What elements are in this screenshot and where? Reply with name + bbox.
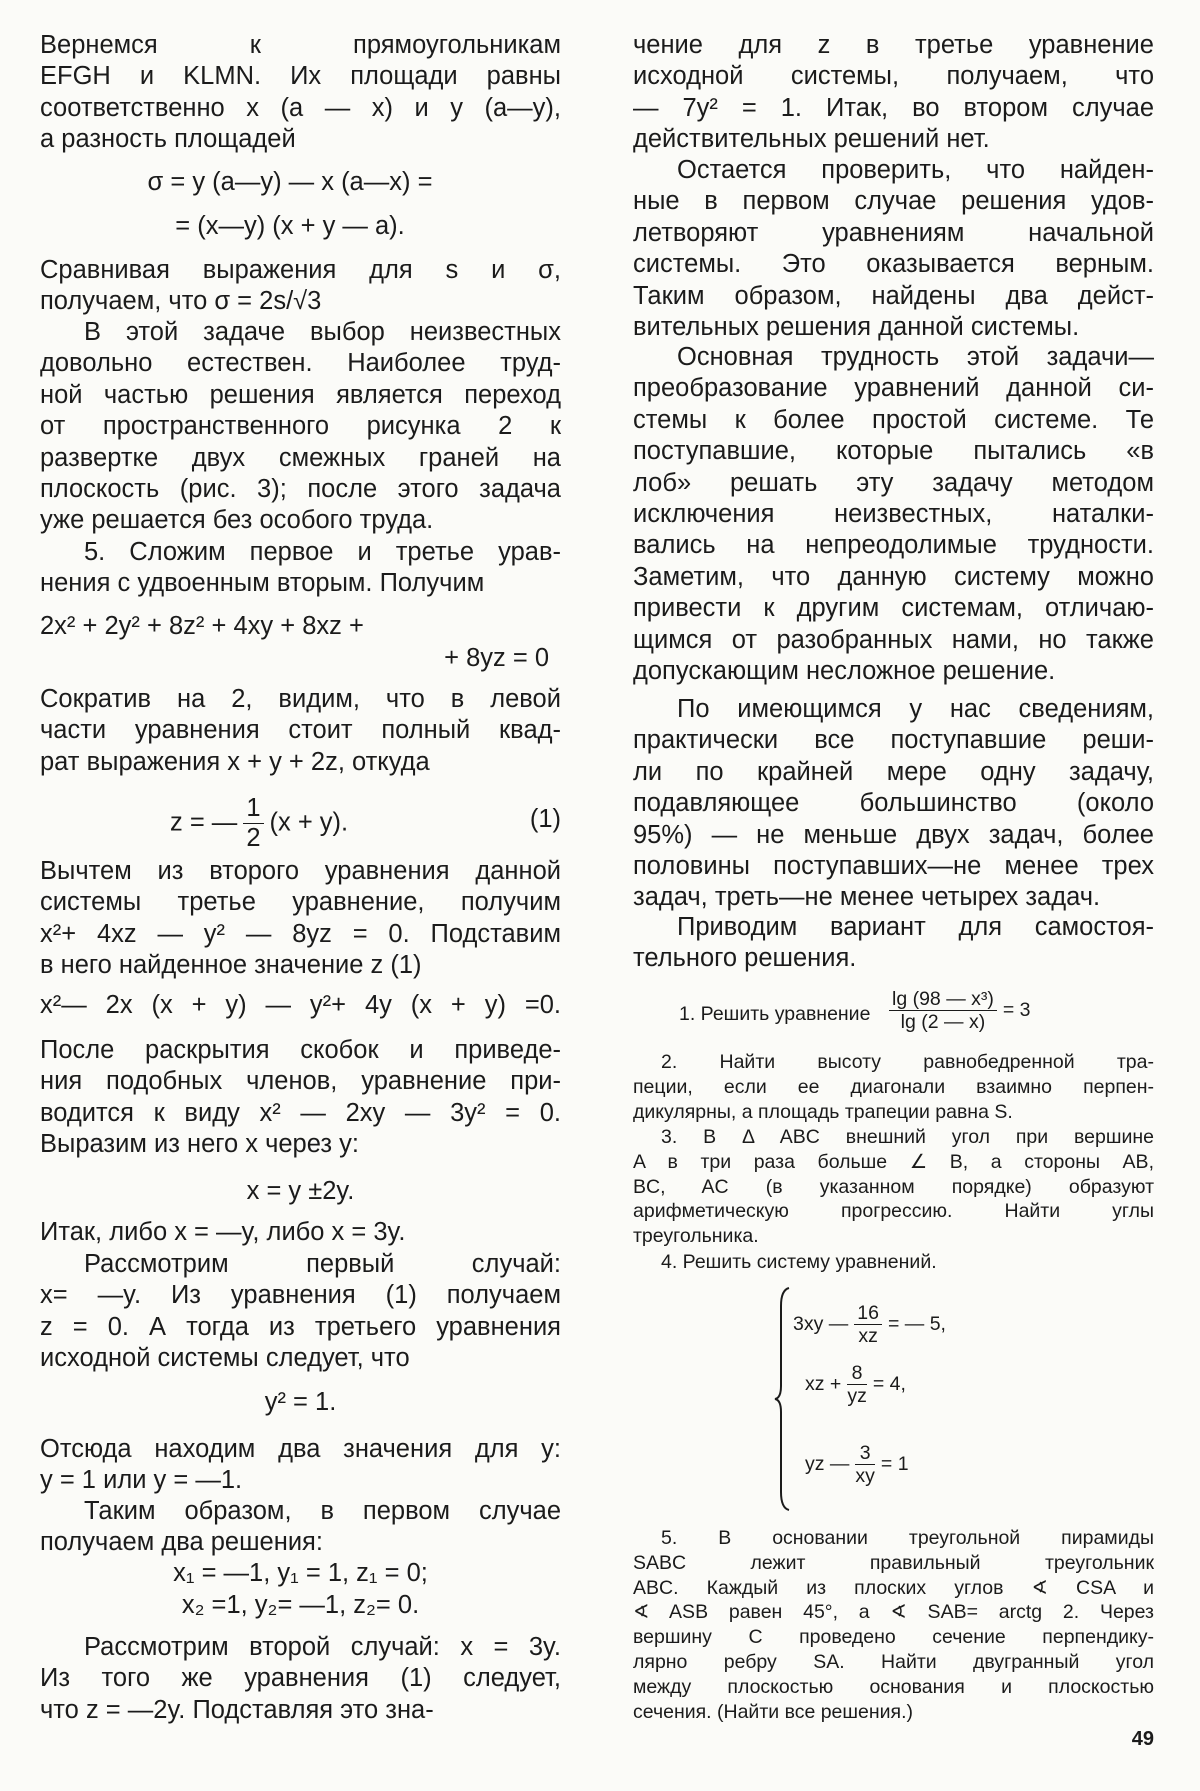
equation-number: (1) bbox=[529, 805, 561, 833]
formula-x bbox=[40, 1169, 561, 1213]
paragraph bbox=[40, 255, 561, 318]
text-line: развертке двух смежных граней на bbox=[40, 443, 561, 472]
equation-lhs: yz — bbox=[805, 1453, 850, 1476]
text-line: практически все поступавшие реши- bbox=[633, 726, 1154, 755]
text-line: 4. Решить систему уравнений. bbox=[661, 1251, 937, 1273]
text-line: половины поступавших—не менее трех bbox=[633, 852, 1154, 881]
text-line: 2. Найти высоту равнобедренной тра- bbox=[661, 1051, 1154, 1073]
text-line: Сократив на 2, видим, что в левой bbox=[40, 685, 561, 713]
system-equation-2 bbox=[805, 1362, 906, 1408]
paragraph bbox=[40, 684, 561, 778]
paragraph bbox=[40, 1434, 561, 1497]
equation-system bbox=[633, 1286, 1154, 1512]
fraction-denominator: yz bbox=[847, 1385, 867, 1408]
text-line: лярно ребру SA. Найти двугранный угол bbox=[633, 1650, 1154, 1673]
text-line: x = y ±2y. bbox=[246, 1177, 355, 1205]
text-line: x²— 2x (x + y) — y²+ 4y (x + y) =0. bbox=[40, 991, 561, 1019]
text-line: что z = —2y. Подставляя это зна- bbox=[40, 1695, 434, 1724]
text-line: Вычтем из второго уравнения данной bbox=[40, 857, 561, 885]
problem-3 bbox=[633, 1125, 1154, 1249]
text-line: Приводим вариант для самостоя- bbox=[677, 913, 1154, 941]
fraction-numerator: lg (98 — x³) bbox=[889, 988, 997, 1011]
text-line: вительных решения данной системы. bbox=[633, 313, 1080, 342]
text-line: исключения неизвестных, наталки- bbox=[633, 500, 1154, 529]
paragraph bbox=[633, 694, 1154, 914]
text-line: чение для z в третье уравнение bbox=[633, 31, 1154, 59]
fraction-denominator: xz bbox=[858, 1325, 878, 1348]
text-line: вершину C проведено сечение перпендику- bbox=[633, 1626, 1154, 1649]
paragraph bbox=[40, 537, 561, 600]
text-line: = (x—y) (x + y — a). bbox=[175, 212, 405, 240]
paragraph bbox=[633, 155, 1154, 343]
text-line: подавляющее большинство (около bbox=[633, 789, 1154, 818]
text-line: исходной системы следует, что bbox=[40, 1344, 410, 1373]
text-line: соответственно x (a — x) и y (a—y), bbox=[40, 93, 561, 122]
text-line: допускающим несложное решение. bbox=[633, 657, 1056, 686]
text-line: лоб» решать эту задачу методом bbox=[633, 468, 1154, 497]
text-line: довольно естествен. Наиболее труд- bbox=[40, 349, 561, 378]
paragraph bbox=[40, 1496, 561, 1559]
text-line: + 8yz = 0 bbox=[444, 644, 549, 672]
text-line: EFGH и KLMN. Их площади равны bbox=[40, 62, 561, 91]
text-line: ные в первом случае решения удов- bbox=[633, 187, 1154, 216]
formula-lhs: z = — bbox=[170, 808, 238, 837]
text-line: Рассмотрим первый случай: bbox=[84, 1250, 561, 1278]
formula-y bbox=[40, 1380, 561, 1424]
text-line: Таким образом, в первом случае bbox=[84, 1497, 561, 1525]
text-line: вались на непреодолимые трудности. bbox=[633, 531, 1154, 560]
text-line: 5. Сложим первое и третье урав- bbox=[84, 538, 561, 566]
formula-rhs: (x + y). bbox=[269, 808, 349, 837]
text-line: Из того же уравнения (1) следует, bbox=[40, 1664, 561, 1693]
equation-lhs: xz + bbox=[805, 1373, 842, 1396]
paragraph bbox=[40, 856, 561, 982]
text-line: Заметим, что данную систему можно bbox=[633, 562, 1154, 591]
text-line: исходной системы, получаем, что bbox=[633, 62, 1154, 91]
text-line: Сравнивая выражения для s и σ, bbox=[40, 256, 561, 284]
paragraph bbox=[40, 1217, 561, 1248]
text-line: преобразование уравнений данной си- bbox=[633, 374, 1154, 403]
text-line: нения с удвоенным вторым. Получим bbox=[40, 569, 485, 598]
problem-2 bbox=[633, 1050, 1154, 1124]
equation-rhs: = 4, bbox=[872, 1373, 906, 1396]
fraction-denominator: lg (2 — x) bbox=[900, 1011, 986, 1034]
paragraph bbox=[40, 30, 561, 156]
paragraph bbox=[40, 317, 561, 537]
paragraph bbox=[633, 30, 1154, 156]
text-line: получаем два решения: bbox=[40, 1528, 323, 1557]
text-line: 5. В основании треугольной пирамиды bbox=[661, 1527, 1154, 1549]
text-line: A в три раза больше ∠ B, а стороны AB, bbox=[633, 1150, 1154, 1173]
text-line: арифметическую прогрессию. Найти углы bbox=[633, 1200, 1154, 1223]
equation-lhs: 3xy — bbox=[793, 1313, 849, 1336]
text-line: Основная трудность этой задачи— bbox=[677, 343, 1154, 371]
text-line: от пространственного рисунка 2 к bbox=[40, 412, 561, 441]
text-line: x²+ 4xz — y² — 8yz = 0. Подставим bbox=[40, 919, 561, 948]
text-line: между плоскостью основания и плоскостью bbox=[633, 1675, 1154, 1698]
text-line: Рассмотрим второй случай: x = 3y. bbox=[84, 1633, 561, 1661]
paragraph bbox=[633, 342, 1154, 687]
text-line: По имеющимся у нас сведениям, bbox=[677, 695, 1154, 723]
system-equation-3 bbox=[805, 1442, 909, 1488]
text-line: щимся от разобранных нами, но также bbox=[633, 625, 1154, 654]
text-line: поступавшие, которые пытались «в bbox=[633, 437, 1154, 466]
equation-rhs: = — 5, bbox=[887, 1313, 946, 1336]
text-line: BC, AC (в указанном порядке) образуют bbox=[633, 1175, 1154, 1198]
text-line: сечения. (Найти все решения.) bbox=[633, 1700, 914, 1723]
text-line: Остается проверить, что найден- bbox=[677, 156, 1154, 184]
system-equation-1 bbox=[793, 1302, 946, 1348]
text-line: ной частью решения является переход bbox=[40, 380, 561, 409]
text-line: дикулярны, а площадь трапеции равна S. bbox=[633, 1100, 1013, 1123]
problem-4 bbox=[633, 1250, 1154, 1275]
problem-5 bbox=[633, 1526, 1154, 1724]
text-line: пеции, если ее диагонали взаимно перпен- bbox=[633, 1075, 1154, 1098]
text-line: плоскость (рис. 3); после этого задача bbox=[40, 475, 561, 504]
text-line: рат выражения x + y + 2z, откуда bbox=[40, 747, 430, 776]
text-line: системы. Это оказывается верным. bbox=[633, 250, 1154, 279]
text-line: Таким образом, найдены два дейст- bbox=[633, 281, 1154, 310]
text-line: водится к виду x² — 2xy — 3y² = 0. bbox=[40, 1098, 561, 1127]
text-line: задач, треть—не менее четырех задач. bbox=[633, 883, 1101, 912]
text-line: z = 0. А тогда из третьего уравнения bbox=[40, 1312, 561, 1341]
text-line: x= —y. Из уравнения (1) получаем bbox=[40, 1281, 561, 1310]
text-line: x₁ = —1, y₁ = 1, z₁ = 0; bbox=[173, 1559, 428, 1587]
fraction-numerator: 1 bbox=[243, 794, 263, 824]
formula-rhs: = 3 bbox=[1002, 999, 1031, 1022]
text-line: Итак, либо x = —y, либо x = 3y. bbox=[40, 1218, 406, 1246]
brace-icon bbox=[773, 1286, 793, 1512]
text-line: В этой задаче выбор неизвестных bbox=[84, 318, 561, 346]
text-line: ния подобных членов, уравнение при- bbox=[40, 1067, 561, 1096]
text-line: части уравнения стоит полный квад- bbox=[40, 716, 561, 745]
text-line: получаем, что σ = 2s/√3 bbox=[40, 287, 322, 316]
paragraph bbox=[40, 1035, 561, 1161]
fraction-numerator: 3 bbox=[855, 1442, 875, 1465]
text-line: SABC лежит правильный треугольник bbox=[633, 1551, 1154, 1574]
problem-1-label: 1. Решить уравнение bbox=[679, 1003, 871, 1025]
text-line: ли по крайней мере одну задачу, bbox=[633, 757, 1154, 786]
page-number: 49 bbox=[1131, 1728, 1154, 1750]
text-line: тельного решения. bbox=[633, 944, 857, 973]
paragraph bbox=[40, 1632, 561, 1726]
text-line: ABC. Каждый из плоских углов ∢ CSA и bbox=[633, 1576, 1154, 1599]
text-line: Вернемся к прямоугольникам bbox=[40, 31, 561, 59]
formula-z bbox=[40, 790, 561, 853]
fraction-denominator: 2 bbox=[246, 824, 261, 853]
text-line: стемы к более простой системе. Те bbox=[633, 405, 1154, 434]
text-line: системы третье уравнение, получим bbox=[40, 888, 561, 917]
equation-rhs: = 1 bbox=[880, 1453, 909, 1476]
formula-solutions bbox=[40, 1557, 561, 1621]
text-line: действительных решений нет. bbox=[633, 125, 990, 154]
text-line: 2x² + 2y² + 8z² + 4xy + 8xz + bbox=[40, 612, 364, 640]
text-line: После раскрытия скобок и приведе- bbox=[40, 1036, 561, 1064]
text-line: треугольника. bbox=[633, 1225, 759, 1248]
text-line: ∢ ASB равен 45°, а ∢ SAB= arctg 2. Через bbox=[633, 1601, 1154, 1624]
text-line: σ = y (a—y) — x (a—x) = bbox=[147, 168, 433, 196]
text-line: уже решается без особого труда. bbox=[40, 506, 434, 535]
text-line: 95%) — не меньше двух задач, более bbox=[633, 820, 1154, 849]
fraction-denominator: xy bbox=[855, 1465, 875, 1488]
text-line: Отсюда находим два значения для y: bbox=[40, 1435, 561, 1463]
text-line: а разность площадей bbox=[40, 125, 296, 154]
text-line: 3. В Δ ABC внешний угол при вершине bbox=[661, 1126, 1154, 1148]
fraction-numerator: 8 bbox=[847, 1362, 867, 1385]
problem-1 bbox=[633, 988, 1154, 1046]
text-line: — 7y² = 1. Итак, во втором случае bbox=[633, 93, 1154, 122]
text-line: y = 1 или y = —1. bbox=[40, 1466, 243, 1495]
text-line: в него найденное значение z (1) bbox=[40, 951, 422, 980]
formula-substitution bbox=[40, 983, 561, 1027]
text-line: привести к другим системам, отличаю- bbox=[633, 594, 1154, 623]
paragraph bbox=[633, 912, 1154, 975]
fraction-numerator: 16 bbox=[854, 1302, 882, 1325]
formula-sigma bbox=[40, 160, 500, 248]
formula-sum bbox=[40, 610, 561, 674]
text-line: летворяют уравнениям начальной bbox=[633, 218, 1154, 247]
text-line: Выразим из него x через y: bbox=[40, 1130, 359, 1159]
text-line: y² = 1. bbox=[264, 1388, 337, 1416]
text-line: x₂ =1, y₂= —1, z₂= 0. bbox=[181, 1591, 420, 1619]
paragraph bbox=[40, 1249, 561, 1375]
